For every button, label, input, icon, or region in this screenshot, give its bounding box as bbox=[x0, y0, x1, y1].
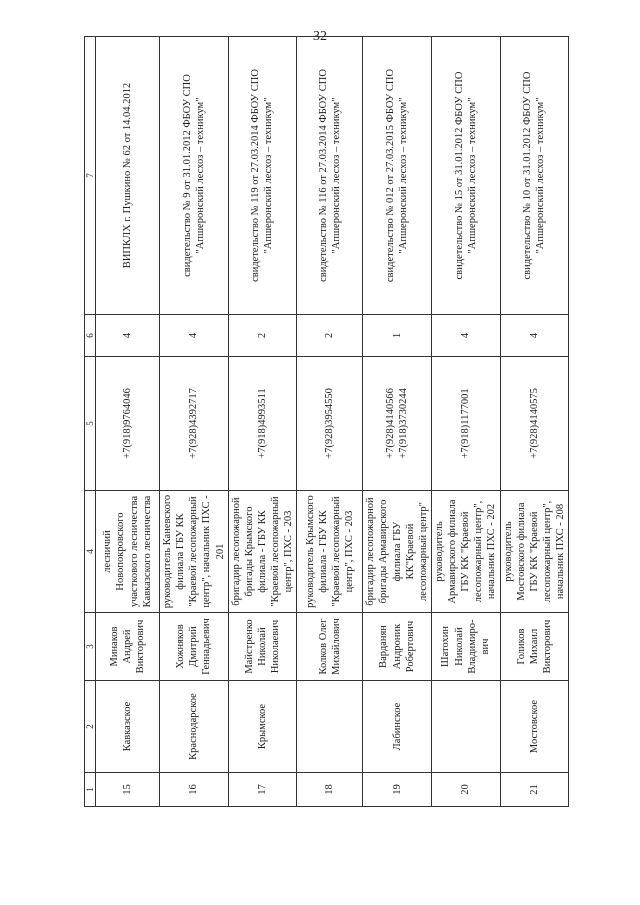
count-cell: 4 bbox=[96, 315, 160, 357]
column-header: 2 bbox=[85, 681, 96, 773]
count-cell: 4 bbox=[500, 315, 569, 357]
region-cell: Кавказское bbox=[96, 681, 160, 773]
person-name: Колков Олег Михайлович bbox=[297, 613, 363, 681]
position-cell: руководитель Крымского филиала - ГБУ КК "Краевой лесопожарный центр", ПХС - 203 bbox=[297, 491, 363, 613]
phone-cell: +7(928)4392717 bbox=[160, 357, 229, 491]
certificate-cell: свидетельство № 9 от 31.01.2012 ФБОУ СПО "Апшеронский лесхоз – техникум" bbox=[160, 37, 229, 315]
count-cell: 2 bbox=[228, 315, 297, 357]
phone-cell: +7(928)4140575 bbox=[500, 357, 569, 491]
table-row bbox=[431, 37, 500, 807]
phone-cell: +7(928)3954550 bbox=[297, 357, 363, 491]
position-cell: руководитель Армавирского филиала ГБУ КК "Краевой лесопожарный центр", начальник ПХС - 202 bbox=[431, 491, 500, 613]
table-row bbox=[500, 37, 569, 807]
phone-cell: +7(918)1177001 bbox=[431, 357, 500, 491]
personnel-table bbox=[84, 36, 569, 807]
position-cell: бригадир лесопожарной бригады Армавирского филиала ГБУ КК"Краевой лесопожарный центр" bbox=[363, 491, 432, 613]
column-header: 7 bbox=[85, 37, 96, 315]
person-name: Майстренко Николай Николаевич bbox=[228, 613, 297, 681]
row-number: 21 bbox=[500, 773, 569, 807]
person-name: Минаков Андрей Викторович bbox=[96, 613, 160, 681]
phone-cell: +7(918)9764046 bbox=[96, 357, 160, 491]
page-number: 32 bbox=[313, 29, 327, 44]
column-header: 6 bbox=[85, 315, 96, 357]
region-cell: Крымское bbox=[228, 681, 297, 773]
row-number: 20 bbox=[431, 773, 500, 807]
count-cell: 4 bbox=[431, 315, 500, 357]
count-cell: 2 bbox=[297, 315, 363, 357]
certificate-cell: свидетельство № 10 от 31.01.2012 ФБОУ СПО "Апшеронский лесхоз – техникум" bbox=[500, 37, 569, 315]
person-name: Варданян Андроник Робертович bbox=[363, 613, 432, 681]
column-header: 5 bbox=[85, 357, 96, 491]
column-header: 4 bbox=[85, 491, 96, 613]
certificate-cell: свидетельство № 012 от 27.03.2015 ФБОУ СПО "Апшеронский лесхоз – техникум" bbox=[363, 37, 432, 315]
region-cell bbox=[431, 681, 500, 773]
region-cell bbox=[297, 681, 363, 773]
table-row bbox=[160, 37, 229, 807]
certificate-cell: ВИПКЛХ г. Пушкино № 62 от 14.04.2012 bbox=[96, 37, 160, 315]
region-cell: Краснодарское bbox=[160, 681, 229, 773]
column-number-row bbox=[85, 37, 96, 807]
count-cell: 4 bbox=[160, 315, 229, 357]
certificate-cell: свидетельство № 119 от 27.03.2014 ФБОУ СПО "Апшеронский лесхоз – техникум" bbox=[228, 37, 297, 315]
count-cell: 1 bbox=[363, 315, 432, 357]
person-name: Голиков Михаил Викторович bbox=[500, 613, 569, 681]
region-cell: Мостовское bbox=[500, 681, 569, 773]
person-name: Хожняков Дмитрий Геннадьевич bbox=[160, 613, 229, 681]
phone-cell: +7(928)4140566 +7(918)3730244 bbox=[363, 357, 432, 491]
certificate-cell: свидетельство № 15 от 31.01.2012 ФБОУ СПО "Апшеронский лесхоз – техникум" bbox=[431, 37, 500, 315]
row-number: 16 bbox=[160, 773, 229, 807]
column-header: 3 bbox=[85, 613, 96, 681]
table-row bbox=[96, 37, 160, 807]
rotated-table-container bbox=[84, 37, 566, 807]
person-name: Шатохин Николай Владимиро-вич bbox=[431, 613, 500, 681]
phone-cell: +7(918)4993511 bbox=[228, 357, 297, 491]
row-number: 15 bbox=[96, 773, 160, 807]
position-cell: лесничий Новопокровского участкового лесничества Кавказского лесничества bbox=[96, 491, 160, 613]
position-cell: руководитель Каневского филиала ГБУ КК "Краевой лесопожарный центр", начальник ПХС - 201 bbox=[160, 491, 229, 613]
certificate-cell: свидетельство № 116 от 27.03.2014 ФБОУ СПО "Апшеронский лесхоз – техникум" bbox=[297, 37, 363, 315]
table-row bbox=[363, 37, 432, 807]
table-row bbox=[228, 37, 297, 807]
position-cell: руководитель Мостовского филиала ГБУ КК "Краевой лесопожарный центр", начальник ПХС - 208 bbox=[500, 491, 569, 613]
row-number: 18 bbox=[297, 773, 363, 807]
region-cell: Лабинское bbox=[363, 681, 432, 773]
row-number: 17 bbox=[228, 773, 297, 807]
row-number: 19 bbox=[363, 773, 432, 807]
column-header: 1 bbox=[85, 773, 96, 807]
table-row bbox=[297, 37, 363, 807]
position-cell: бригадир лесопожарной бригады Крымского филиала - ГБУ КК "Краевой лесопожарный центр", ПХС - 203 bbox=[228, 491, 297, 613]
